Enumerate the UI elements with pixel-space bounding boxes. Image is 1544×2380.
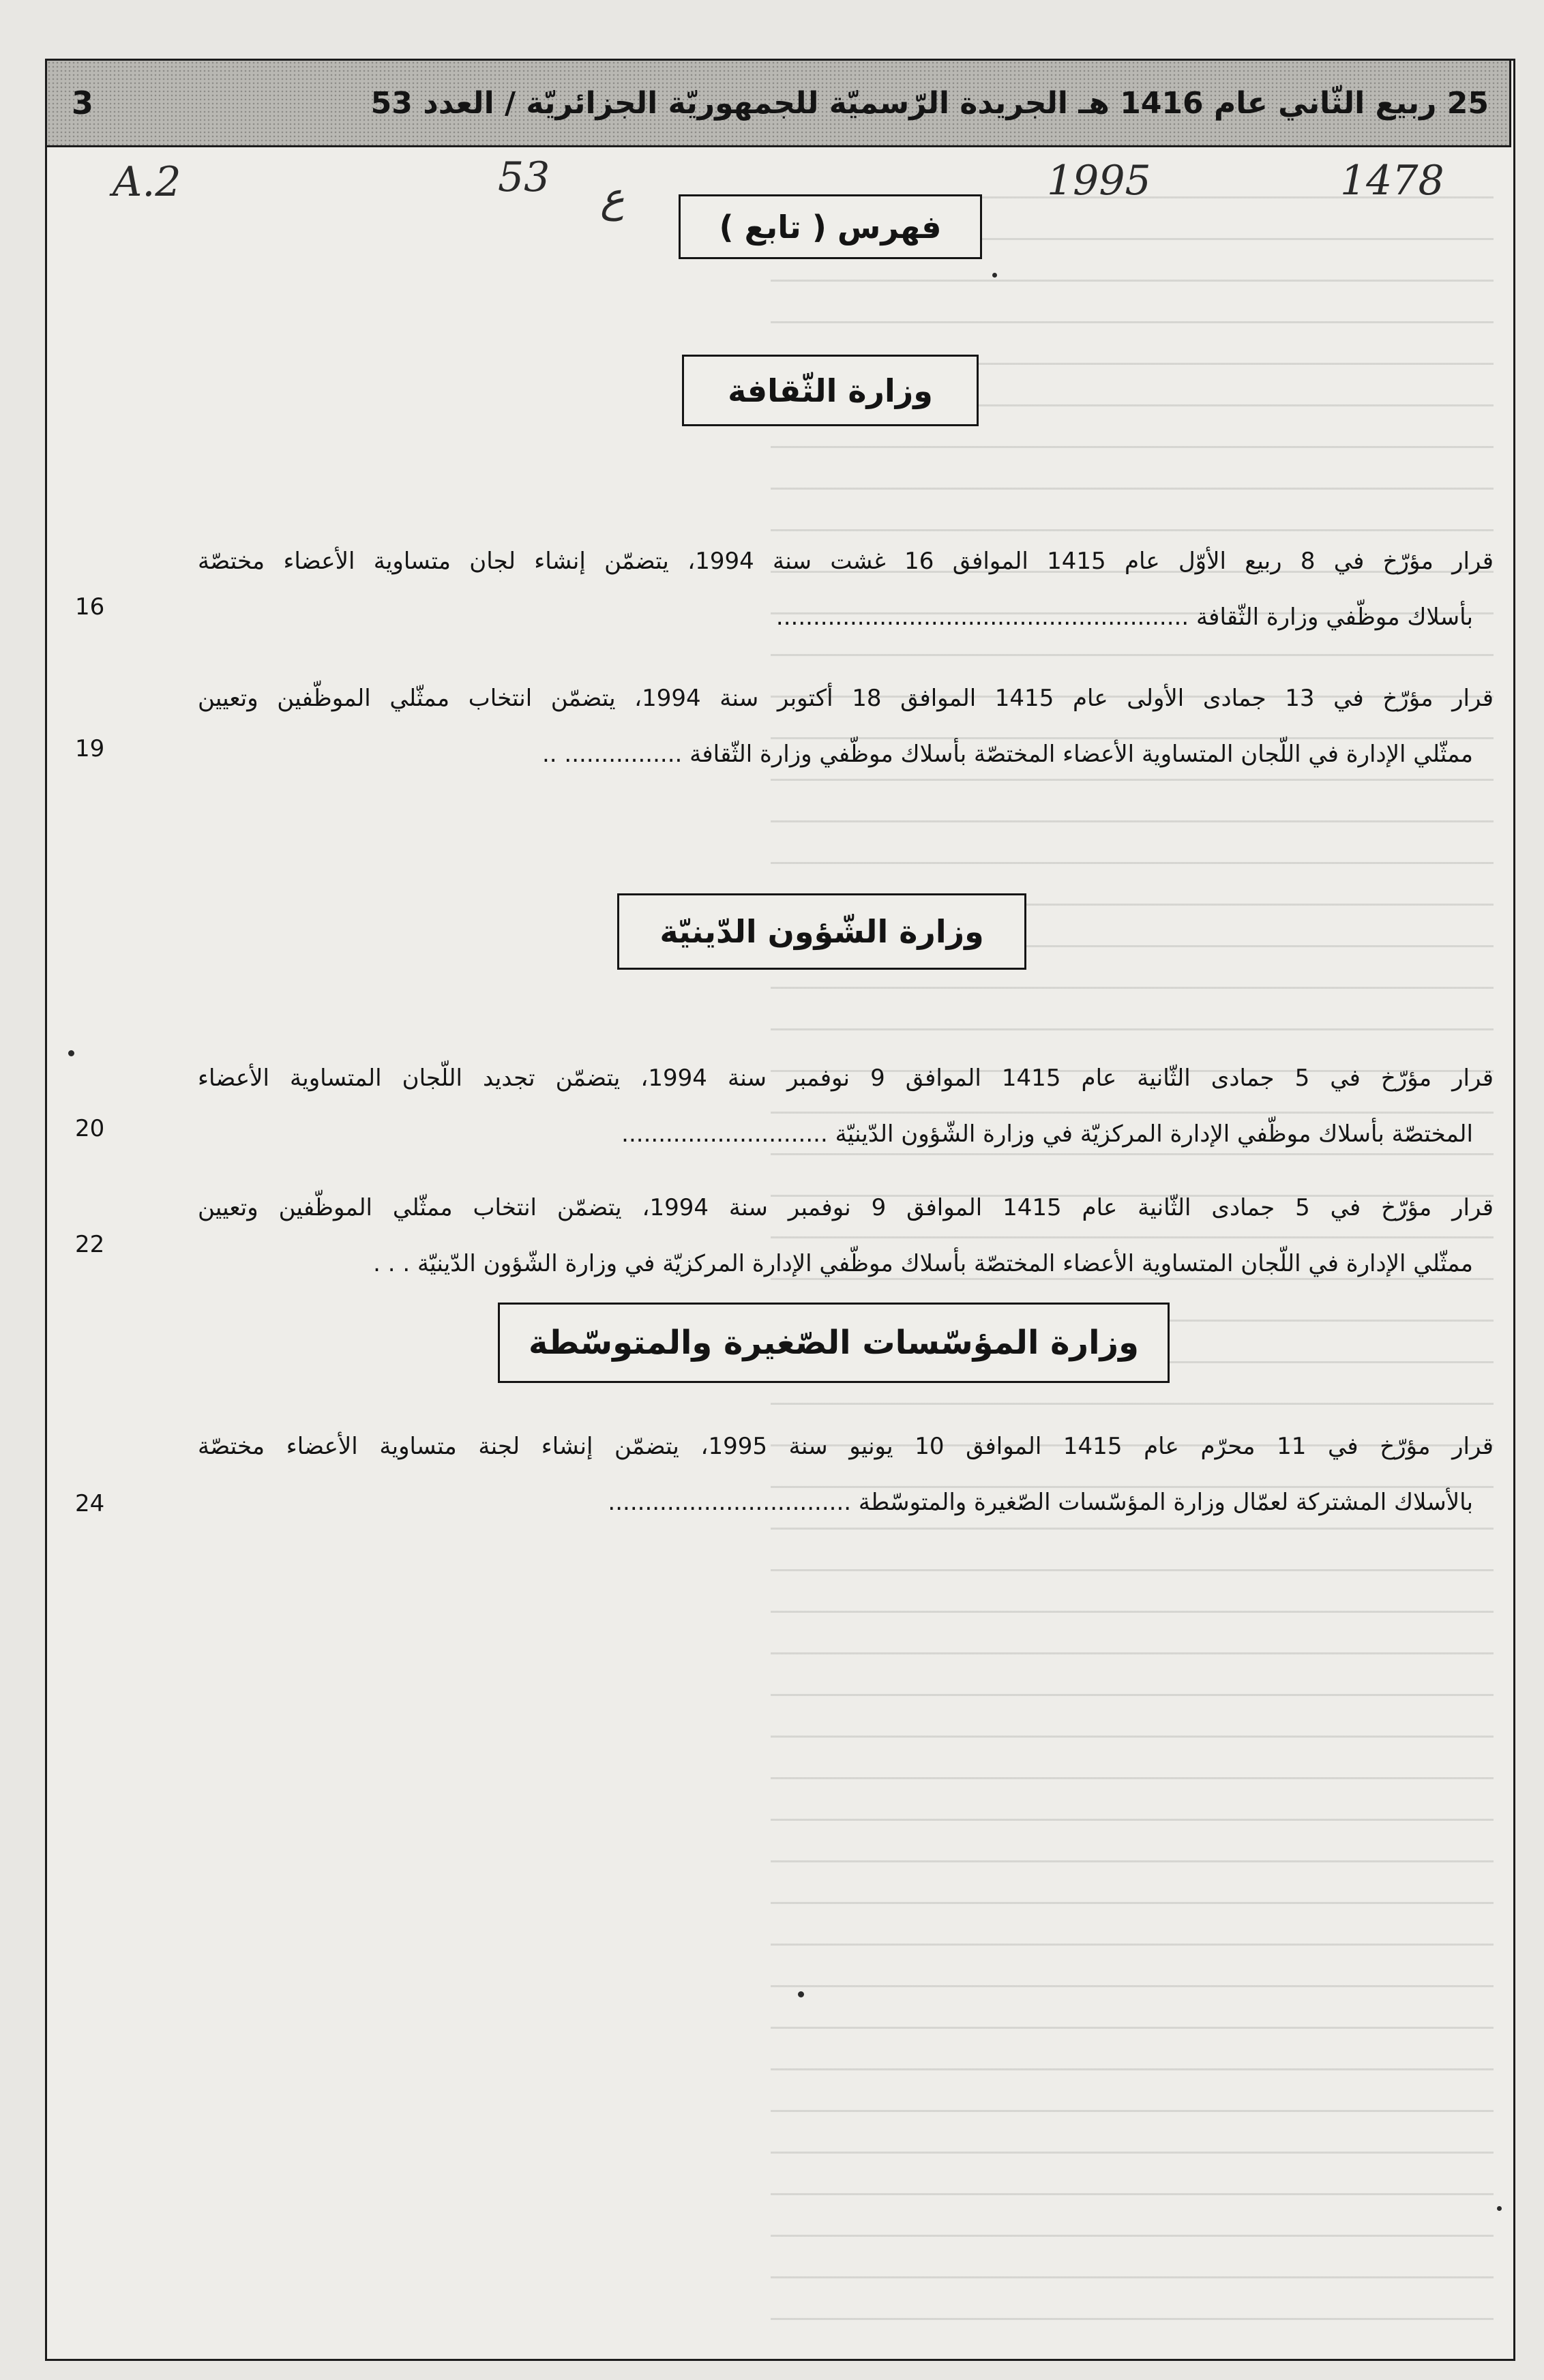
entry-line-2: بالأسلاك المشتركة لعمّال وزارة المؤسّسات الصّغيرة والمتوسّطة ................................. <box>608 1489 1473 1516</box>
entry-line-1: قرار مؤرّخ في 5 جمادى الثّانية عام 1415 الموافق 9 نوفمبر سنة 1994، يتضمّن تجديد اللّجان المتساوية الأعضاء <box>198 1065 1494 1092</box>
toc-entry <box>198 1050 1494 1162</box>
entry-page-number: 24 <box>75 1490 105 1517</box>
toc-entry <box>198 533 1494 645</box>
handwritten-note-number: 53 <box>498 153 550 201</box>
scan-speck <box>798 1991 804 1997</box>
page-header <box>45 59 1511 147</box>
entry-line-2: بأسلاك موظّفي وزارة الثّقافة ........................................................ <box>775 604 1473 631</box>
header-page-number: 3 <box>72 85 94 121</box>
header-title: 25 ربيع الثّاني عام 1416 هـ الجريدة الرّسميّة للجمهوريّة الجزائريّة / العدد 53 <box>370 85 1489 121</box>
section-title-culture: وزارة الثّقافة <box>728 372 933 409</box>
entry-line-2: ممثّلي الإدارة في اللّجان المتساوية الأعضاء المختصّة بأسلاك موظّفي وزارة الثّقافة ................ .. <box>541 741 1473 768</box>
section-title-small-enterprises: وزارة المؤسّسات الصّغيرة والمتوسّطة <box>529 1324 1139 1362</box>
handwritten-note-code: 1478 <box>1340 157 1444 205</box>
scan-speck <box>1497 2206 1502 2211</box>
entry-page-number: 20 <box>75 1115 105 1142</box>
scan-speck <box>68 1050 74 1056</box>
entry-line-2: المختصّة بأسلاك موظّفي الإدارة المركزيّة في وزارة الشّؤون الدّينيّة ............................ <box>621 1120 1473 1148</box>
handwritten-note-year: 1995 <box>1047 157 1151 205</box>
entry-line-1: قرار مؤرّخ في 11 محرّم عام 1415 الموافق 10 يونيو سنة 1995، يتضمّن إنشاء لجنة متساوية الأعضاء مختصّة <box>198 1433 1494 1460</box>
entry-line-1: قرار مؤرّخ في 8 ربيع الأوّل عام 1415 الموافق 16 غشت سنة 1994، يتضمّن إنشاء لجان متساوية الأعضاء مختصّة <box>198 548 1494 575</box>
handwritten-note-ayn: ع <box>600 174 625 222</box>
handwritten-note-left: A.2 <box>113 158 181 206</box>
entry-page-number: 19 <box>75 735 105 762</box>
section-title-box-small-enterprises <box>498 1303 1170 1383</box>
section-title-religious-affairs: وزارة الشّؤون الدّينيّة <box>659 913 984 950</box>
section-title-box-religious-affairs <box>617 893 1026 970</box>
entry-page-number: 16 <box>75 593 105 621</box>
entry-line-2: ممثّلي الإدارة في اللّجان المتساوية الأعضاء المختصّة بأسلاك موظّفي الإدارة المركزيّة في وزارة الشّؤون الدّينيّة . . . <box>373 1250 1473 1277</box>
index-title: فهرس ( تابع ) <box>719 208 942 246</box>
index-title-box <box>679 194 982 259</box>
scan-speck <box>992 273 997 278</box>
entry-page-number: 22 <box>75 1231 105 1258</box>
entry-line-1: قرار مؤرّخ في 5 جمادى الثّانية عام 1415 الموافق 9 نوفمبر سنة 1994، يتضمّن انتخاب ممثّلي الموظّفين وتعيين <box>198 1194 1494 1221</box>
entry-line-1: قرار مؤرّخ في 13 جمادى الأولى عام 1415 الموافق 18 أكتوبر سنة 1994، يتضمّن انتخاب ممثّلي الموظّفين وتعيين <box>198 685 1494 712</box>
section-title-box-culture <box>682 355 979 426</box>
toc-entry <box>198 1418 1494 1530</box>
toc-entry <box>198 670 1494 782</box>
toc-entry <box>198 1180 1494 1292</box>
